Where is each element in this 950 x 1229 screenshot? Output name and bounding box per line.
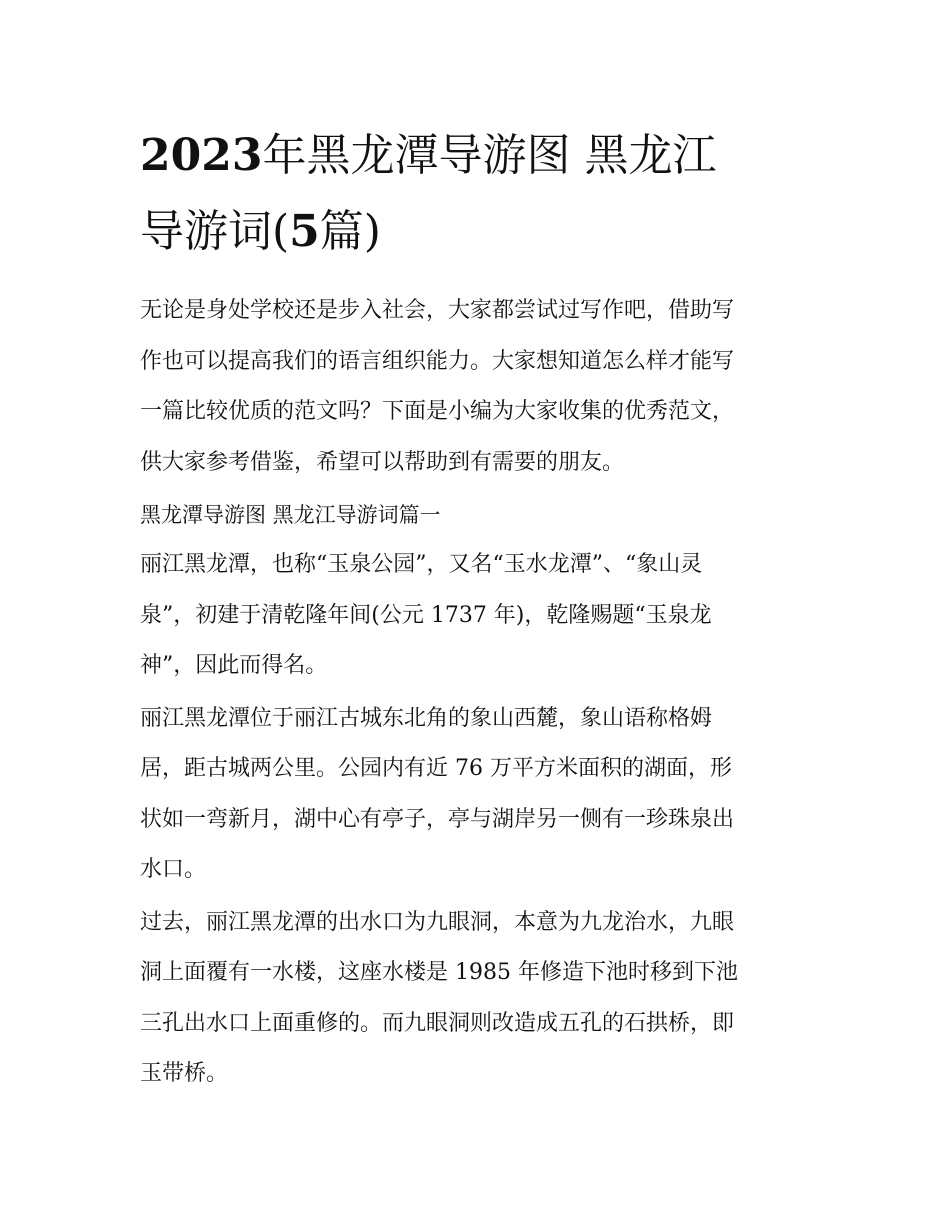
text-line: 状如一弯新月，湖中心有亭子，亭与湖岸另一侧有一珍珠泉出	[140, 806, 735, 832]
title-suffix: 篇)	[319, 206, 381, 257]
text-line: 水口。	[140, 857, 207, 882]
text-line: 居，距古城两公里。公园内有近 76 万平方米面积的湖面，形	[140, 756, 732, 781]
title-line-1	[140, 118, 812, 194]
document-title	[140, 118, 812, 270]
text-line: 无论是身处学校还是步入社会，大家都尝试过写作吧，借助写	[140, 298, 735, 323]
title-text: 年黑龙潭导游图 黑龙江	[262, 130, 717, 181]
paragraph-3	[140, 898, 812, 1100]
document-body	[140, 286, 812, 1100]
document-page	[140, 118, 812, 1102]
title-line-2	[140, 194, 812, 270]
text-line: 神”，因此而得名。	[140, 653, 328, 678]
text-line: 作也可以提高我们的语言组织能力。大家想知道怎么样才能写	[140, 348, 735, 374]
text-line: 丽江黑龙潭位于丽江古城东北角的象山西麓，象山语称格姆	[140, 705, 713, 731]
intro-paragraph	[140, 286, 812, 488]
text-line: 玉带桥。	[140, 1061, 229, 1086]
text-line: 洞上面覆有一水楼，这座水楼是 1985 年修造下池时移到下池	[140, 960, 738, 985]
text-line: 三孔出水口上面重修的。而九眼洞则改造成五孔的石拱桥，即	[140, 1010, 735, 1036]
text-line: 过去，丽江黑龙潭的出水口为九眼洞，本意为九龙治水，九眼	[140, 909, 735, 935]
paragraph-2	[140, 694, 812, 896]
text-line: 丽江黑龙潭，也称“玉泉公园”，又名“玉水龙潭”、“象山灵	[140, 552, 703, 577]
paragraph-1	[140, 540, 812, 692]
title-count: 5	[289, 206, 320, 257]
text-line: 供大家参考借鉴，希望可以帮助到有需要的朋友。	[140, 449, 625, 475]
section-heading: 黑龙潭导游图 黑龙江导游词篇一	[140, 503, 441, 527]
text-line: 一篇比较优质的范文吗？下面是小编为大家收集的优秀范文，	[140, 399, 735, 424]
text-line: 泉”，初建于清乾隆年间(公元 1737 年)，乾隆赐题“玉泉龙	[140, 602, 712, 628]
title-prefix: 导游词(	[140, 206, 290, 257]
title-year: 2023	[140, 130, 263, 181]
